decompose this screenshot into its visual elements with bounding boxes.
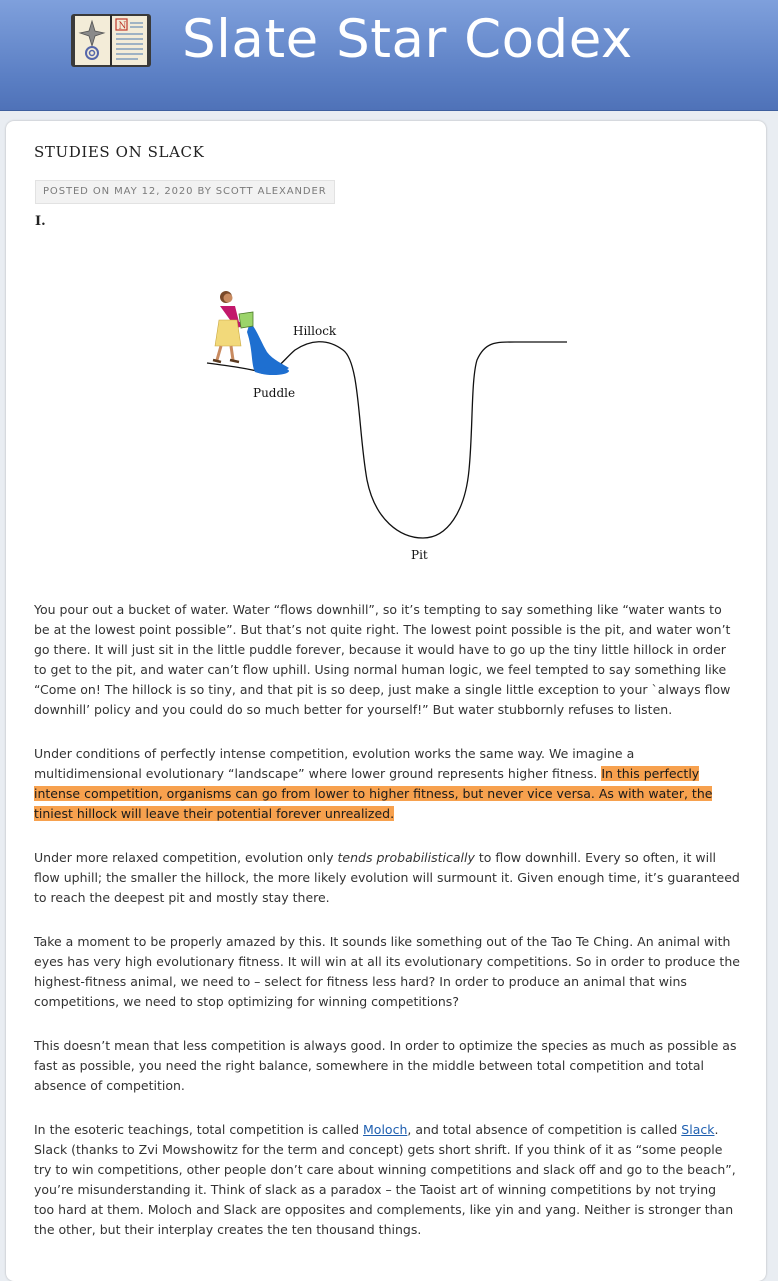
site-title[interactable]: Slate Star Codex: [182, 9, 633, 70]
paragraph-1: You pour out a bucket of water. Water “flows downhill”, so it’s tempting to say something like “water wants to be at the lowest point possible”. But that’s not quite right. The lowest point possible is the pit, and water won’t go there. It will just sit in the little puddle forever, because it would have to go up the tiny little hillock in order to get to the pit, and water can’t flow uphill. Using normal human logic, we feel tempted to say something like “Come on! The hillock is so tiny, and that pit is so deep, just make a single little exception to your `always flow downhill’ policy and you could do so much better for yourself!” But water stubbornly refuses to listen.: [34, 602, 731, 717]
paragraph-3: [34, 848, 740, 908]
landscape-figure: [195, 280, 575, 570]
svg-text:N: N: [118, 21, 127, 32]
paragraph-6: [34, 1120, 740, 1240]
paragraph-3-text-b: to flow downhill. Every so often, it will flow uphill; the smaller the hillock, the more likely evolution will surmount it. Given enough time, it’s guaranteed to reach the deepest pit and mostly stay there.: [34, 850, 740, 905]
pit-label: Pit: [411, 548, 428, 562]
emphasis-text: tends probabilistically: [337, 850, 475, 865]
paragraph-3-text-a: Under more relaxed competition, evolution only: [34, 850, 338, 865]
paragraph-6-text-b: , and total absence of competition is called: [407, 1122, 682, 1137]
codex-book-logo-icon[interactable]: [70, 11, 152, 69]
paragraph-2: [34, 744, 740, 824]
highlighted-text: In this perfectly intense competition, organisms can go from lower to higher fitness, but never vice versa. As with water, the tiniest hillock will leave their potential forever unrealized.: [34, 766, 713, 821]
hillock-label: Hillock: [293, 324, 337, 338]
moloch-link[interactable]: Moloch: [363, 1122, 408, 1137]
paragraph-6-text-c: . Slack (thanks to Zvi Mowshowitz for the term and concept) gets short shrift. If you think of it as “some people try to win competitions, other people don’t care about winning competitions and slack off and go to the beach”, you’re misunderstanding it. Think of slack as a paradox – the Taoist art of winning competitions by not trying too hard at them. Moloch and Slack are opposites and complements, like yin and yang. Neither is stronger than the other, but their interplay creates the ten thousand things.: [34, 1122, 736, 1237]
paragraph-4: Take a moment to be properly amazed by this. It sounds like something out of the Tao Te Ching. An animal with eyes has very high evolutionary fitness. It will win at all its evolutionary competitions. So in order to produce the highest-fitness animal, we need to – select for fitness less hard? In order to produce an animal that wins competitions, we need to stop optimizing for winning competitions?: [34, 934, 740, 1009]
post-title[interactable]: STUDIES ON SLACK: [34, 143, 205, 161]
paragraph-2-text: Under conditions of perfectly intense competition, evolution works the same way. We imagine a multidimensional evolutionary “landscape” where lower ground represents higher fitness.: [34, 746, 635, 781]
puddle-water: [257, 367, 289, 375]
site-header: [0, 0, 778, 111]
slack-link[interactable]: Slack: [681, 1122, 715, 1137]
paragraph-6-text-a: In the esoteric teachings, total competition is called: [34, 1122, 364, 1137]
water-stream: [247, 322, 289, 374]
post-meta: POSTED ON MAY 12, 2020 BY SCOTT ALEXANDER: [35, 180, 335, 204]
girl-with-bucket-icon: [213, 291, 253, 362]
puddle-label: Puddle: [253, 386, 296, 400]
section-heading: I.: [35, 214, 46, 229]
paragraph-5: This doesn’t mean that less competition is always good. In order to optimize the species as much as possible as fast as possible, you need the right balance, somewhere in the middle between total competition and total absence of competition.: [34, 1038, 737, 1093]
